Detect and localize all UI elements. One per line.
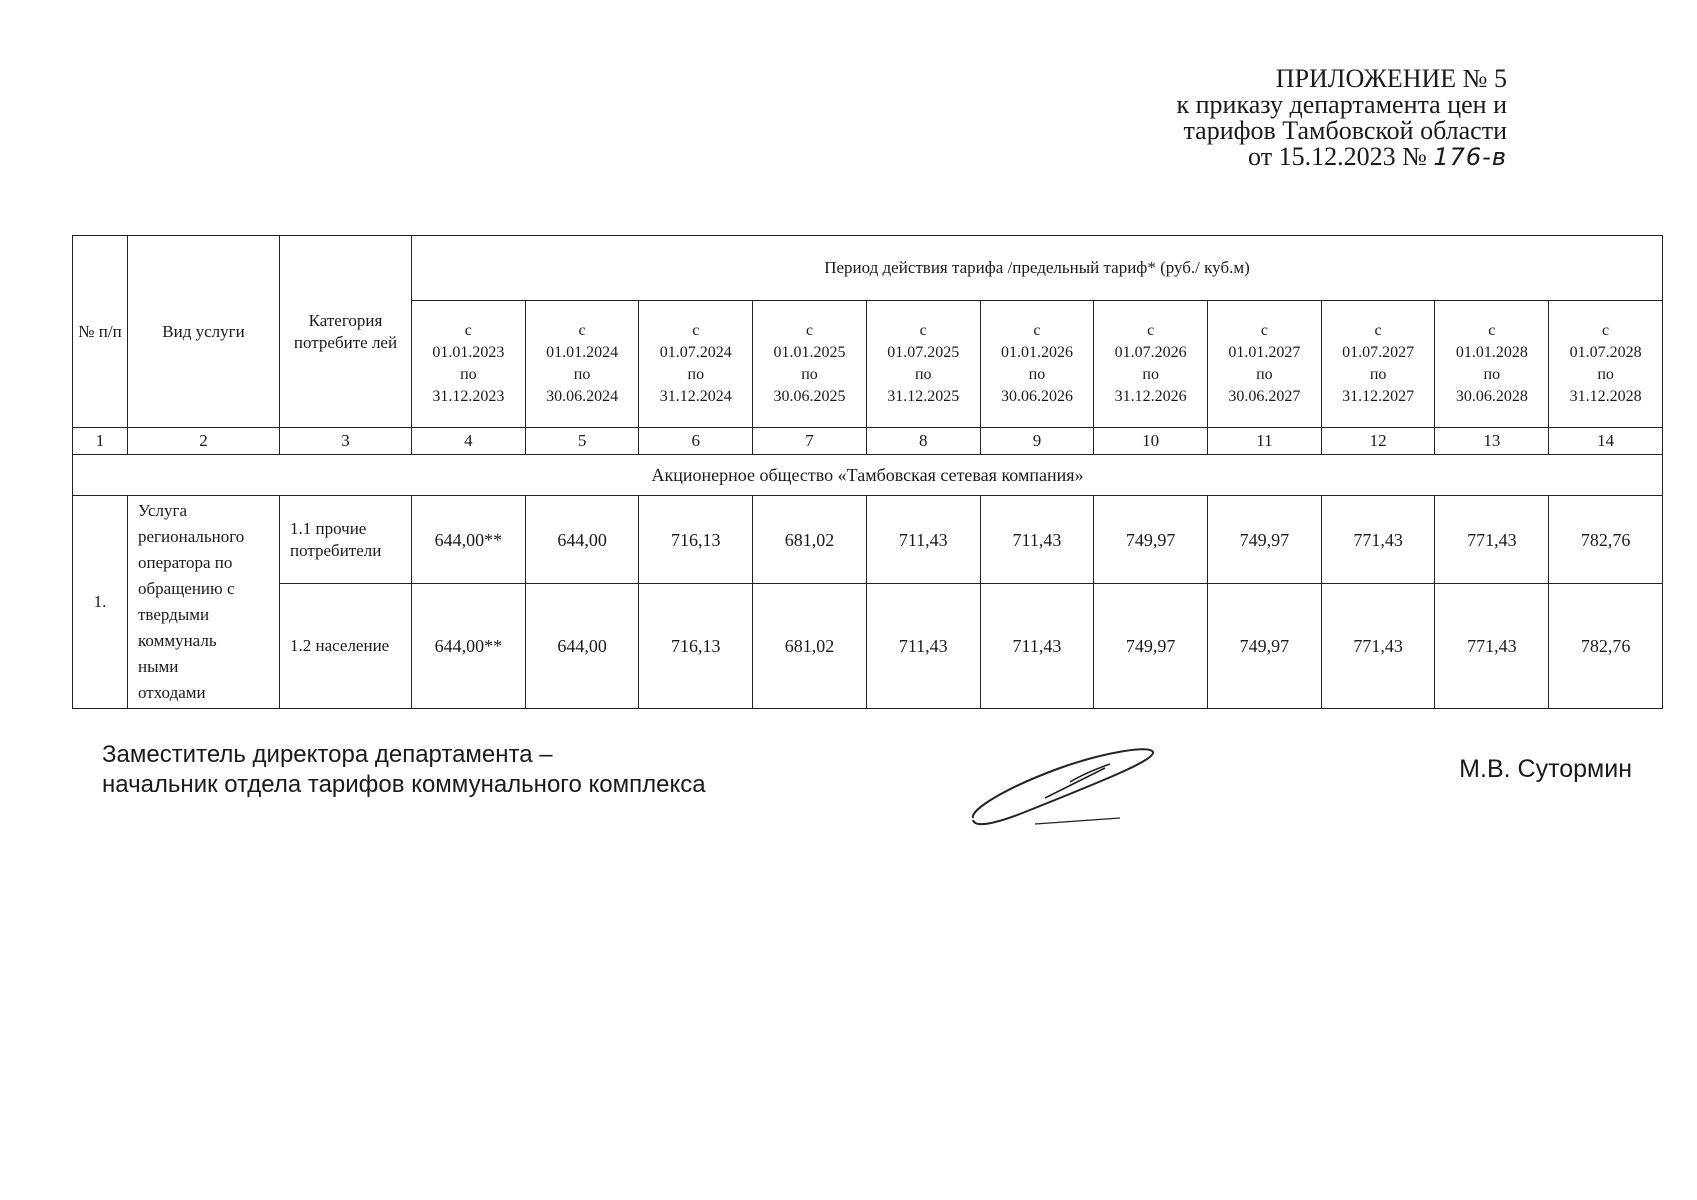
column-numbers-row <box>73 428 1663 455</box>
tariff-value: 644,00** <box>412 584 526 709</box>
period-from: 01.01.2024 <box>546 344 619 361</box>
period-to: 31.12.2027 <box>1342 388 1415 405</box>
service-name-line: отходами <box>138 683 206 702</box>
signer-name: М.В. Сутормин <box>1459 755 1632 783</box>
header-number: № п/п <box>73 236 128 428</box>
period-po: по <box>1256 366 1273 383</box>
tariff-value: 782,76 <box>1549 496 1663 584</box>
column-number: 12 <box>1321 428 1435 455</box>
period-s: с <box>919 322 927 339</box>
tariff-value: 644,00 <box>525 584 639 709</box>
period-po: по <box>460 366 477 383</box>
handwritten-signature <box>965 740 1165 835</box>
tariff-value: 771,43 <box>1435 496 1549 584</box>
tariff-table <box>72 235 1663 709</box>
column-number: 1 <box>73 428 128 455</box>
period-po: по <box>914 366 932 383</box>
period-header-cell <box>1094 301 1208 428</box>
service-name-line: ными <box>138 657 179 676</box>
order-date-line <box>1177 144 1507 170</box>
period-from: 01.07.2025 <box>887 344 960 361</box>
header-category: Категория потребите лей <box>280 236 412 428</box>
column-number: 7 <box>753 428 867 455</box>
handwritten-order-number: 176-в <box>1433 143 1507 171</box>
period-po: по <box>1597 366 1614 383</box>
tariff-value: 782,76 <box>1549 584 1663 709</box>
period-s: с <box>692 322 700 339</box>
signer-position-line1: Заместитель директора департамента – <box>102 741 553 768</box>
service-name-line: регионального <box>138 527 245 546</box>
period-to: 31.12.2023 <box>432 388 505 405</box>
period-to: 30.06.2024 <box>546 388 619 405</box>
category-cell: 1.1 прочие потребители <box>280 496 412 584</box>
tariff-value: 749,97 <box>1208 496 1322 584</box>
period-po: по <box>573 366 591 383</box>
tariff-value: 644,00 <box>525 496 639 584</box>
period-header-cell <box>1208 301 1322 428</box>
period-header-cell <box>753 301 867 428</box>
period-s: с <box>464 322 472 339</box>
period-from: 01.07.2028 <box>1569 344 1642 361</box>
period-header-cell <box>525 301 639 428</box>
column-number: 10 <box>1094 428 1208 455</box>
tariff-value: 681,02 <box>753 496 867 584</box>
period-header-cell <box>412 301 526 428</box>
column-number: 2 <box>128 428 280 455</box>
period-s: с <box>1602 322 1610 339</box>
period-po: по <box>1028 366 1046 383</box>
organization-name: Акционерное общество «Тамбовская сетевая компания» <box>73 455 1663 496</box>
period-from: 01.07.2024 <box>659 344 732 361</box>
period-to: 30.06.2026 <box>1000 388 1073 405</box>
appendix-subtitle-line1: к приказу департамента цен и <box>1176 90 1507 119</box>
period-header-cell <box>1549 301 1663 428</box>
period-to: 31.12.2026 <box>1114 388 1187 405</box>
service-name-line: коммуналь <box>138 631 217 650</box>
period-from: 01.01.2028 <box>1455 344 1528 361</box>
period-po: по <box>801 366 818 383</box>
period-s: с <box>578 322 586 339</box>
period-to: 30.06.2025 <box>773 388 846 405</box>
column-number: 8 <box>866 428 980 455</box>
period-s: с <box>1260 322 1268 339</box>
period-header-cell <box>866 301 980 428</box>
signer-position <box>102 740 706 800</box>
period-from: 01.01.2025 <box>773 344 846 361</box>
tariff-value: 644,00** <box>412 496 526 584</box>
tariff-value: 771,43 <box>1435 584 1549 709</box>
tariff-value: 771,43 <box>1321 496 1435 584</box>
tariff-value: 711,43 <box>866 496 980 584</box>
period-po: по <box>1483 366 1501 383</box>
signer-position-line2: начальник отдела тарифов коммунального комплекса <box>102 771 706 798</box>
period-header-cell <box>980 301 1094 428</box>
period-s: с <box>805 322 814 339</box>
period-from: 01.01.2023 <box>432 344 505 361</box>
period-header-cell <box>1435 301 1549 428</box>
period-from: 01.01.2027 <box>1228 344 1301 361</box>
service-name-line: обращению с <box>138 579 235 598</box>
period-po: по <box>687 366 705 383</box>
period-s: с <box>1374 322 1382 339</box>
column-number: 3 <box>280 428 412 455</box>
tariff-value: 711,43 <box>980 496 1094 584</box>
service-name <box>128 496 280 709</box>
column-number: 4 <box>412 428 526 455</box>
period-s: с <box>1488 322 1496 339</box>
tariff-value: 716,13 <box>639 584 753 709</box>
tariff-value: 711,43 <box>866 584 980 709</box>
tariff-value: 749,97 <box>1094 584 1208 709</box>
service-name-line: Услуга <box>138 501 188 520</box>
tariff-value: 681,02 <box>753 584 867 709</box>
period-to: 31.12.2025 <box>887 388 960 405</box>
document-header <box>1177 66 1507 170</box>
appendix-title: ПРИЛОЖЕНИЕ № 5 <box>1275 64 1507 93</box>
tariff-value: 771,43 <box>1321 584 1435 709</box>
column-number: 6 <box>639 428 753 455</box>
table-row <box>73 496 1663 584</box>
service-name-line: твердыми <box>138 605 210 624</box>
tariff-value: 711,43 <box>980 584 1094 709</box>
period-from: 01.07.2027 <box>1342 344 1415 361</box>
tariff-value: 749,97 <box>1094 496 1208 584</box>
column-number: 9 <box>980 428 1094 455</box>
column-number: 5 <box>525 428 639 455</box>
row-number: 1. <box>73 496 128 709</box>
period-s: с <box>1147 322 1155 339</box>
header-service: Вид услуги <box>128 236 280 428</box>
period-po: по <box>1142 366 1159 383</box>
period-to: 30.06.2027 <box>1228 388 1301 405</box>
period-from: 01.07.2026 <box>1114 344 1187 361</box>
tariff-value: 716,13 <box>639 496 753 584</box>
table-row <box>73 584 1663 709</box>
period-header-cell <box>639 301 753 428</box>
period-from: 01.01.2026 <box>1000 344 1073 361</box>
period-to: 31.12.2024 <box>659 388 732 405</box>
period-to: 31.12.2028 <box>1569 388 1642 405</box>
tariff-value: 749,97 <box>1208 584 1322 709</box>
header-period: Период действия тарифа /предельный тариф* (руб./ куб.м) <box>412 236 1663 301</box>
period-header-cell <box>1321 301 1435 428</box>
appendix-subtitle-line2: тарифов Тамбовской области <box>1183 116 1507 145</box>
column-number: 14 <box>1549 428 1663 455</box>
column-number: 11 <box>1208 428 1322 455</box>
period-s: с <box>1033 322 1041 339</box>
period-po: по <box>1369 366 1387 383</box>
order-date: от 15.12.2023 № <box>1248 142 1434 171</box>
service-name-line: оператора по <box>138 553 233 572</box>
period-to: 30.06.2028 <box>1455 388 1528 405</box>
column-number: 13 <box>1435 428 1549 455</box>
category-cell: 1.2 население <box>280 584 412 709</box>
